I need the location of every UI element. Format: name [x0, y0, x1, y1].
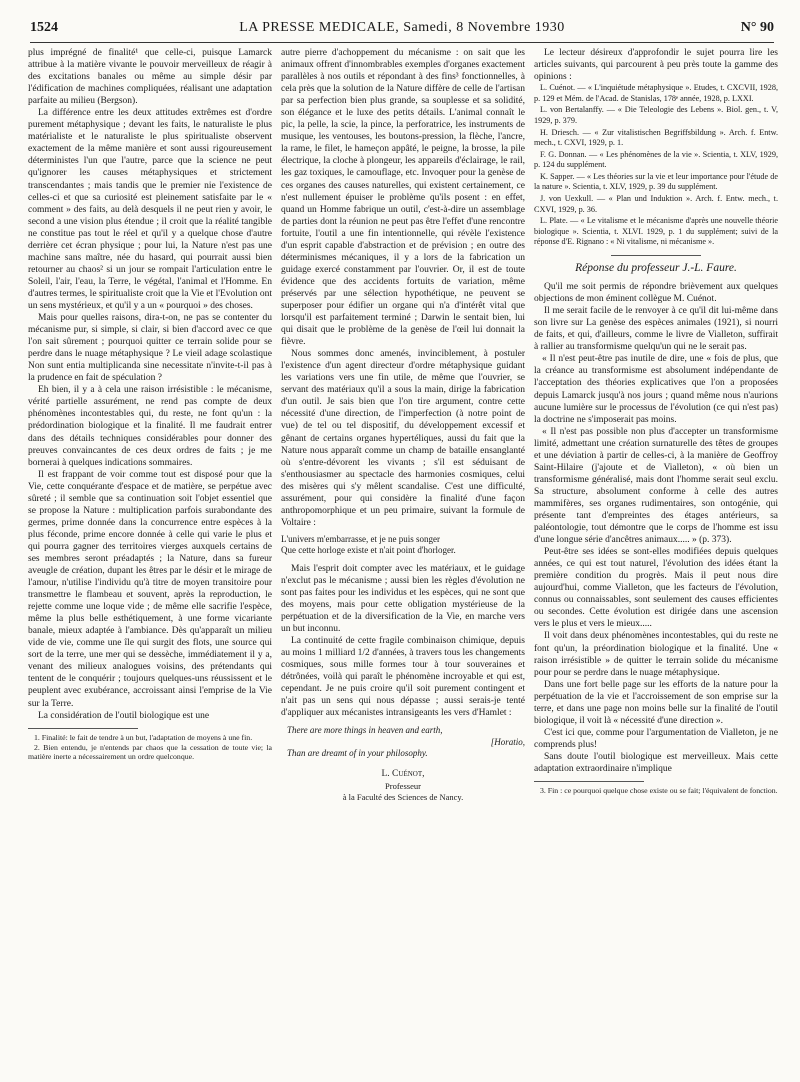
paragraph: La considération de l'outil biologique est une	[38, 710, 210, 721]
paragraph: C'est ici que, comme pour l'argumentation de Vialleton, je ne comprends plus!	[534, 727, 778, 750]
paragraph: Eh bien, il y a à cela une raison irrésistible : le mécanisme, vérité partielle assurément, ne rend pas compte de deux phénomènes incontestables qui, du reste, ne font qu'un : la prédordination biologique et la finalité. Il me faudrait entrer dans des détails techniques considérables pour donner des preuves convaincantes de ces deux ordres de faits ; je me bornerai à quelques indications sommaires.	[28, 385, 272, 468]
paragraph: Qu'il me soit permis de répondre brièvement aux quelques objections de mon éminent collègue M. Cuénot.	[534, 282, 778, 305]
verse-line: Que cette horloge existe et n'ait point d'horloger.	[281, 545, 456, 556]
page-header	[30, 20, 774, 40]
section-rule	[611, 255, 701, 256]
header-rule	[30, 42, 774, 43]
quote-line: There are more things in heaven and earth,	[287, 725, 443, 736]
hamlet-quote	[281, 725, 525, 760]
verse-line: L'univers m'embarrasse, et je ne puis songer	[281, 533, 440, 544]
paragraph: plus imprégné de finalité¹ que celle-ci, puisque Lamarck attribue à la matière vivante le pouvoir merveilleux de réagir à des excitations banales ou même au simple désir par l'édification de machines compliquées, réalisant une adaptation parfaite au milieu (Bergson).	[28, 48, 272, 107]
footnote: 3. Fin : ce pourquoi quelque chose existe ou se fait; l'équivalent de fonction.	[540, 786, 778, 796]
footnote: 2. Bien entendu, je n'entends par chaos que la cessation de toute vie; la matière inerte a nécessairement un ordre quelconque.	[28, 743, 272, 762]
paragraph: Peut-être ses idées se sont-elles modifiées depuis quelques années, ce qui est tout naturel, l'évolution des idées étant la première condition du progrès. Mais il peut nous dire aujourd'hui, comme Vialleton, que les facteurs de l'évolution, connus ou connaissables, sont seulement des causes efficientes ou secondes. Cette évolution est dirigée dans une ascension vers le plus et vers le mieux.....	[534, 547, 778, 630]
paragraph: La continuité de cette fragile combinaison chimique, depuis au moins 1 milliard 1/2 d'années, à travers tous les changements cosmiques, sous mille formes tour à tour souveraines et détrônées, voilà qui paraît le phénomène incroyable et qui est, cependant. Je ne puis croire qu'il soit purement contingent et n'ait pas un sens qui nous dépasse ; aussi serais-je tenté d'appliquer aux mécanistes intransigeants les vers d'Hamlet :	[281, 636, 525, 719]
paragraph: Il est frappant de voir comme tout est disposé pour que la Vie, cette conquérante d'espace et de matière, se perpétue avec sûreté ; il semble que sa continuation soit l'objet essentiel que se propose la Nature : multiplication parfois surabondante des germes, prime donnée dans la concurrence entre espèces à la plus féconde, prime encore donnée à celle qui varie le plus et qui pourra gagner des territoires vierges auxquels certains de ses membres seront préadaptés ; la Nature, dans sa fureur aveugle de création, dupant les êtres par le désir et le mirage de l'amour, n'utilise l'individu qu'à titre de moyen transitoire pour transmettre le flambeau et souvent, après la reproduction, le rejette comme une loque vide ; de même elle sacrifie l'espèce, même la plus belle esthétiquement, à une forme vicariante banale, mieux adaptée à l'ambiance. Dès qu'apparaît un milieu vide de vie, comme une île qui surgit des flots, une source qui sort de la terre, une mer qui se dessèche, immédiatement il y a, venant des milieux analogues voisins, des prétendants qui tentent de le conquérir ; toujours quelques-uns réussissent et le peuplent avec exubérance, accroissant ainsi l'emprise de la Vie sur la Terre.	[28, 469, 272, 709]
paragraph: Le lecteur désireux d'approfondir le sujet pourra lire les articles suivants, qui parcourent à peu près toute la gamme des opinions :	[534, 48, 778, 83]
author-signature: L. Cuénot,	[381, 768, 425, 779]
author-affiliation: à la Faculté des Sciences de Nancy.	[342, 791, 464, 802]
paragraph: La différence entre les deux attitudes extrêmes est d'ordre purement métaphysique ; devant les faits, le naturaliste le plus matérialiste et le naturaliste le plus spiritualiste observent exactement de la même manière et sont aussi rigoureusement déterministes l'un que l'autre, parce que la science ne peut qu'ignorer les causes métaphysiques et strictement transcendantes ; mais tandis que le premier nie l'existence de celles-ci et que sa curiosité est pleinement satisfaite par le « comment » des faits, au delà desquels il ne peut rien y avoir, le second a une vision plus étendue ; il croit que la réalité tangible ne constitue pas tout le réel et qu'il y a quelque chose d'autre derrière cet écran physique ; pour lui, la Nature n'est pas une machine sans maître, née du hasard, qui pourrait aussi bien retourner au chaos² si un jour se rompait l'articulation entre le Soleil, l'air, l'eau, la Terre, le végétal, l'animal et l'Homme. En d'autres termes, le spiritualiste croit que la Vie et l'Evolution ont un sens mystérieux, et qu'il y a un « pourquoi » des choses.	[28, 108, 272, 311]
paragraph: Mais pour quelles raisons, dira-t-on, ne pas se contenter du mécanisme pur, si simple, si clair, si bien d'accord avec ce que l'on sait sûrement ; pourquoi quitter ce terrain solide pour se perdre dans le nuage métaphysique ? Le vieil adage scolastique Non sunt entia multiplicanda sine necessitate n'invite-t-il pas à la prudence en fait de spéculation ?	[28, 313, 272, 384]
page-number: 1524	[30, 20, 58, 35]
reference: J. von Uexkull. — « Plan und Induktion ». Arch. f. Entw. mech., t. CXVI, 1929, p. 36.	[534, 194, 778, 214]
column-3	[534, 47, 778, 1066]
column-1	[28, 47, 272, 1066]
issue-number: N° 90	[740, 20, 774, 35]
reference: K. Sapper. — « Les théories sur la vie et leur importance pour l'étude de la nature ». Scientia, t. XLV, 1929, p. 39 du supplément.	[534, 171, 778, 192]
column-2	[281, 47, 525, 1066]
paragraph: Dans une fort belle page sur les efforts de la nature pour la perpétuation de la vie et l'accroissement de son emprise sur la terre, et dans une page non moins belle sur la finalité de l'outil biologique, il voit là « nécessité d'une direction ».	[534, 679, 778, 726]
paragraph: Nous sommes donc amenés, invinciblement, à postuler l'existence d'un agent directeur d'ordre métaphysique guidant les variations vers une fin utile, de même que l'ouvrier, se servant des matériaux qu'il a sous la main, dirige la fabrication d'un outil. Je sais bien que l'on tire argument, contre cette nécessité d'une direction, de l'imperfection (à notre point de vue) de tel ou tel dispositif, du développement excessif et gênant de certains organes hypertéliques, aussi du fait que la Nature nous apparaît comme un champ de bataille ensanglanté où s'entre-dévorent les vivants ; s'il est séduisant de s'enthousiasmer au spectacle des harmonies cosmiques, celui des misères qui s'y mêlent scandalise. C'est une difficulté, assurément, pour qui considère la finalité d'une façon anthropomorphique et un peu primaire, suivant la formule de Voltaire :	[281, 349, 525, 528]
reference: L. Plate. — « Le vitalisme et le mécanisme d'après une nouvelle théorie biologique ». Scientia, t. XLVI. 1929, p. 1 du supplément; suivi de la réponse d'E. Rignano : « Ni vitalisme, ni mécanisme ».	[534, 216, 778, 247]
voltaire-verse	[281, 534, 525, 557]
author-title: Professeur	[385, 781, 421, 792]
paragraph: Il me serait facile de le renvoyer à ce qu'il dit lui-même dans son livre sur La genèse des espèces animales (1921), si nourri de faits, et qui, d'ailleurs, comme le livre de Vialleton, suffirait à rallier au transformisme quelqu'un qui ne le serait pas.	[534, 306, 778, 353]
quotation: « Il n'est pas possible non plus d'accepter un transformisme limité, admettant une création surnaturelle des têtes de groupes et une déviation à partir de celles-ci, à la manière de Geoffroy Saint-Hilaire (j'ajoute et de Vialleton), « où bien un transformisme généralisé, mais dont l'homme serait seul exclu. Sa structure, absolument conforme à celle des autres mammifères, ses organes rudimentaires, son ontogénie, qui présente tant d'empreintes des étages antérieurs, sa paléontologie, tout démontre que le corps de l'homme est issu d'une longue série d'ancêtres animaux..... » (p. 373).	[534, 426, 778, 546]
footnote-rule	[28, 728, 138, 729]
section-title: Réponse du professeur J.-L. Faure.	[575, 262, 737, 275]
paragraph: Il voit dans deux phénomènes incontestables, qui du reste ne font qu'un, la préordination biologique et la finalité. Une « raison irrésistible » de quitter le terrain solide du mécanisme pour pour se perdre dans le nuage métaphysique.	[534, 631, 778, 678]
reference: F. G. Donnan. — « Les phénomènes de la vie ». Scientia, t. XLV, 1929, p. 124 du supplément.	[534, 149, 778, 170]
quotation: « Il n'est peut-être pas inutile de dire, une « fois de plus, que la créance au transformisme est absolument indépendante de l'acceptation des théories explicatives que l'on a proposées depuis Lamarck jusqu'à nos jours ; quand même nous n'aurions aucune lumière sur le processus de l'évolution (ce qui n'est pas) la doctrine ne s'imposerait pas moins.	[534, 354, 778, 425]
footnote-rule	[534, 781, 644, 782]
reference: H. Driesch. — « Zur vitalistischen Begriffsbildung ». Arch. f. Entw. mech., t. CXVI, 1929, p. 1.	[534, 127, 778, 148]
journal-title: LA PRESSE MEDICALE, Samedi, 8 Novembre 1930	[239, 20, 565, 35]
paragraph: autre pierre d'achoppement du mécanisme : on sait que les animaux offrent d'innombrables exemples d'organes exactement parallèles à nos outils et répondant à des fins³ fonctionnelles, à cela près que la solution de la Nature diffère de celle de l'artisan par sa perfection bien plus grande, sa souplesse et sa solidité, son élégance et le luxe des petits détails. L'animal connaît le pic, la pelle, la scie, la pince, la perforatrice, les instruments de musique, les ventouses, les boutons-pression, la flèche, l'ancre, la rame, le filet, le hameçon appâté, le peigne, la brosse, la pile électrique, la cloche à plongeur, les appareils d'éclairage, le rail, les gaz toxiques, le camouflage, etc. Invoquer pour la genèse de ces organes des causes naturelles, qui existent certainement, ce n'est nullement épuiser le problème qu'ils posent : en effet, quand un Homme fabrique un outil, c'est-à-dire un assemblage de parties dont la réunion ne peut pas être l'effet d'une rencontre fortuite, l'outil a une fin intentionnelle, qui révèle l'existence d'un esprit capable d'abstraction et de prévision ; en outre des déterminismes mécaniques, il y a lors de la fabrication un guidage exercé constamment par l'ouvrier. Or, il est de toute évidence que des accidents fortuits de variation, même préservés par une sélection hypothétique, ne peuvent se superposer pour édifier un organe qui n'a d'intérêt vital que lorsqu'il est parfaitement terminé ; Darwin le sentait bien, lui qui disait que le problème de la genèse de l'œil lui donnait la fièvre.	[281, 48, 525, 348]
paragraph: Sans doute l'outil biologique est merveilleux. Mais cette adaptation extraordinaire n'implique	[534, 751, 778, 774]
footnote: 1. Finalité: le fait de tendre à un but, l'adaptation de moyens à une fin.	[34, 732, 253, 742]
quote-line: Than are dreamt of in your philosophy.	[287, 748, 428, 759]
reference: L. von Bertalanffy. — « Die Teleologie des Lebens ». Biol. gen., t. V, 1929, p. 379.	[534, 105, 778, 125]
paragraph: Mais l'esprit doit compter avec les matériaux, et le guidage n'exclut pas le mécanisme ; aussi bien les règles d'évolution ne sont pas faites pour les individus et les espèces, qui ne sont que des moyens, mais pour cette obligation mystérieuse de la perpétuation et de la diversification de la Vie, en marche vers un but inconnu.	[281, 563, 525, 635]
reference: L. Cuénot. — « L'inquiétude métaphysique ». Etudes, t. CXCVII, 1928, p. 129 et Mém. de l'Acad. de Stanislas, 178ᵉ année, 1928, p. LXXI.	[534, 83, 778, 103]
quote-line: [Horatio,	[490, 736, 525, 747]
